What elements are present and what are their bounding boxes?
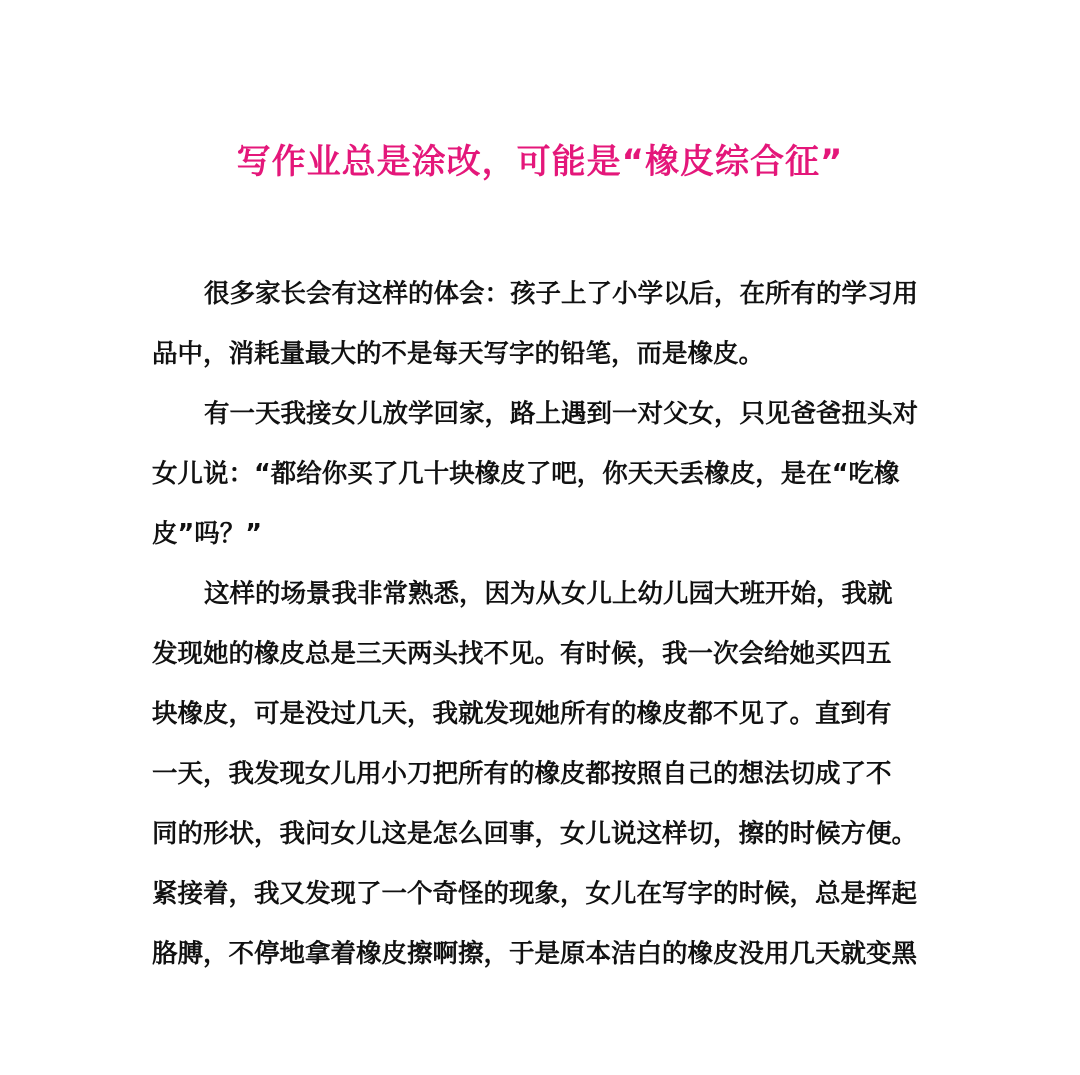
paragraph-line: 很多家长会有这样的体会：孩子上了小学以后，在所有的学习用	[204, 279, 919, 309]
paragraph-line: 同的形状，我问女儿这是怎么回事，女儿说这样切，擦的时候方便。	[152, 819, 918, 849]
paragraph-line: 皮”吗？”	[152, 519, 263, 549]
paragraph-line: 胳膊，不停地拿着橡皮擦啊擦，于是原本洁白的橡皮没用几天就变黑	[152, 939, 918, 969]
paragraph-line: 品中，消耗量最大的不是每天写字的铅笔，而是橡皮。	[152, 339, 765, 369]
paragraph-line: 这样的场景我非常熟悉，因为从女儿上幼儿园大班开始，我就	[204, 579, 893, 609]
paragraph-line: 女儿说：“都给你买了几十块橡皮了吧，你天天丢橡皮，是在“吃橡	[152, 459, 900, 489]
paragraph-line: 有一天我接女儿放学回家，路上遇到一对父女，只见爸爸扭头对	[204, 399, 919, 429]
article-title: 写作业总是涂改，可能是“橡皮综合征”	[236, 142, 844, 182]
paragraph-line: 紧接着，我又发现了一个奇怪的现象，女儿在写字的时候，总是挥起	[152, 879, 918, 909]
paragraph-line: 块橡皮，可是没过几天，我就发现她所有的橡皮都不见了。直到有	[152, 699, 892, 729]
article-body	[152, 264, 942, 984]
paragraph-line: 一天，我发现女儿用小刀把所有的橡皮都按照自己的想法切成了不	[152, 759, 892, 789]
paragraph-line: 发现她的橡皮总是三天两头找不见。有时候，我一次会给她买四五	[152, 639, 892, 669]
